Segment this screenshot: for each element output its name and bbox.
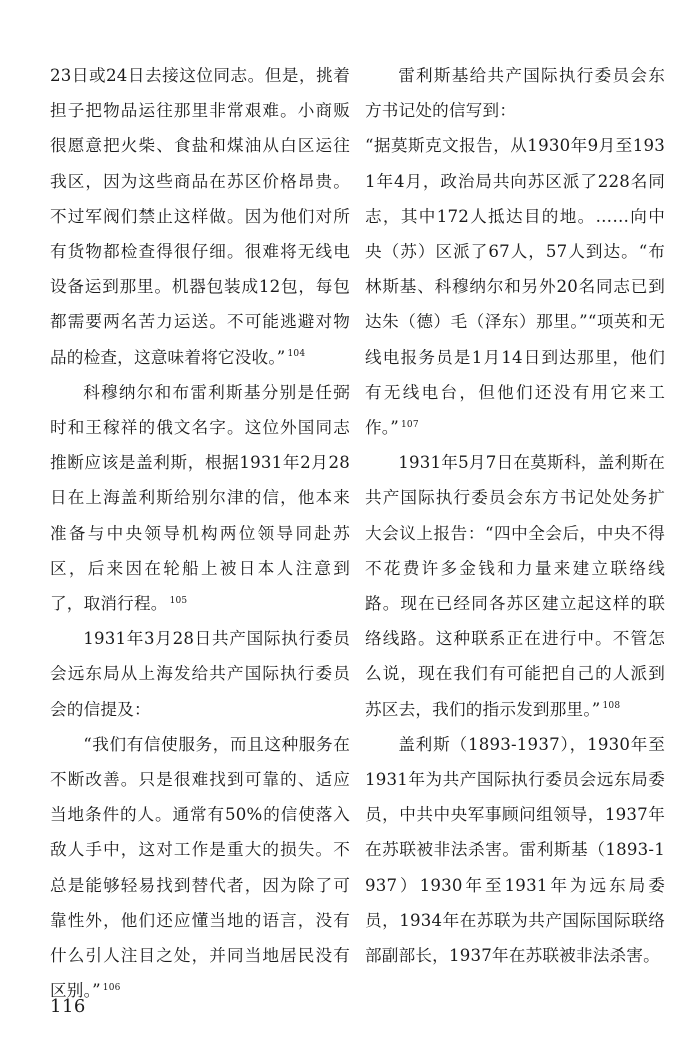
- paragraph: [365, 727, 665, 973]
- footnote-ref: 106: [102, 982, 121, 993]
- paragraph: [50, 621, 350, 727]
- left-column: [50, 58, 350, 1008]
- paragraph-text: 23日或24日去接这位同志。但是，挑着担子把物品运往那里非常艰难。小商贩很愿意把火柴、食盐和煤油从白区运往我区，因为这些商品在苏区价格昂贵。不过军阀们禁止这样做。因为他们对所有货物都检查得很仔细。很难将无线电设备运到那里。机器包装成12包，每包都需要两名苦力运送。不可能逃避对物品的检查，这意味着将它没收。”: [50, 66, 350, 367]
- paragraph: [50, 375, 350, 621]
- paragraph: [365, 445, 665, 727]
- page-number: 116: [50, 996, 86, 1017]
- quote-paragraph: [365, 128, 665, 445]
- paragraph-text: 1931年3月28日共产国际执行委员会远东局从上海发给共产国际执行委员会的信提及：: [50, 629, 350, 719]
- quote-paragraph: [50, 727, 350, 1009]
- footnote-ref: 107: [400, 419, 419, 430]
- paragraph: [50, 58, 350, 375]
- paragraph-text: 雷利斯基给共产国际执行委员会东方书记处的信写到：: [365, 66, 665, 121]
- paragraph: [365, 58, 665, 128]
- right-column: [365, 58, 665, 973]
- paragraph-text: 科穆纳尔和布雷利斯基分别是任弼时和王稼祥的俄文名字。这位外国同志推断应该是盖利斯，根据1931年2月28日在上海盖利斯给别尔津的信，他本来准备与中央领导机构两位领导同赴苏区，后来因在轮船上被日本人注意到了，取消行程。: [50, 382, 350, 614]
- paragraph-text: 盖利斯（1893-1937），1930年至1931年为共产国际执行委员会远东局委员，中共中央军事顾问组领导，1937年在苏联被非法杀害。雷利斯基（1893-1937）1930年至1931年为远东局委员，1934年在苏联为共产国际国际联络部副部长，1937年在苏联被非法杀害。: [365, 734, 665, 966]
- footnote-ref: 104: [287, 349, 306, 360]
- footnote-ref: 108: [602, 701, 621, 712]
- paragraph-text: “我们有信使服务，而且这种服务在不断改善。只是很难找到可靠的、适应当地条件的人。通常有50%的信使落入敌人手中，这对工作是重大的损失。不总是能够轻易找到替代者，因为除了可靠性外，他们还应懂当地的语言，没有什么引人注目之处，并同当地居民没有区别。”: [50, 734, 350, 1001]
- paragraph-text: “据莫斯克文报告，从1930年9月至1931年4月，政治局共向苏区派了228名同志，其中172人抵达目的地。……向中央（苏）区派了67人，57人到达。“布林斯基、科穆纳尔和另外20名同志已到达朱（德）毛（泽东）那里。”“项英和无线电报务员是1月14日到达那里，他们有无线电台，但他们还没有用它来工作。”: [365, 136, 665, 438]
- paragraph-text: 1931年5月7日在莫斯科，盖利斯在共产国际执行委员会东方书记处处务扩大会议上报告：“四中全会后，中央不得不花费许多金钱和力量来建立联络线路。现在已经同各苏区建立起这样的联络线路。这种联系正在进行中。不管怎么说，现在我们有可能把自己的人派到苏区去，我们的指示发到那里。”: [365, 453, 665, 719]
- footnote-ref: 105: [169, 595, 188, 606]
